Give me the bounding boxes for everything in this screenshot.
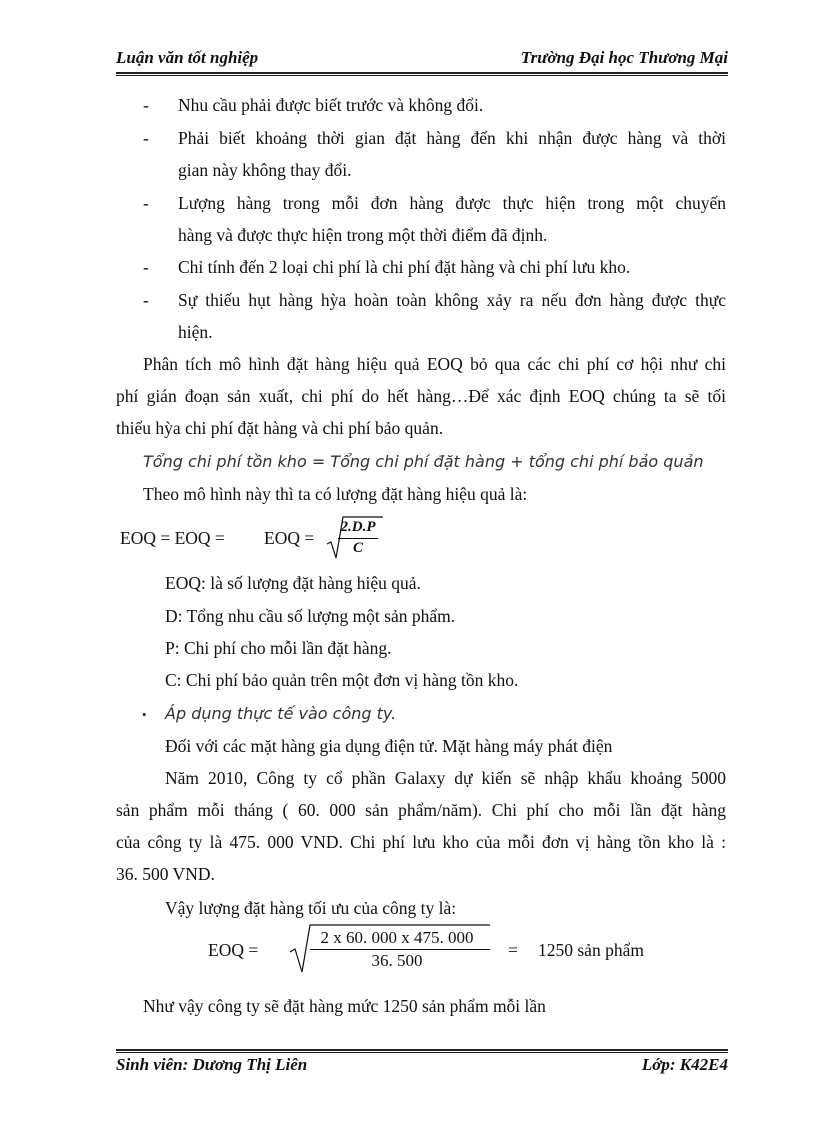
application-paragraph-line: Năm 2010, Công ty cổ phần Galaxy dự kiến sẽ nhập khẩu khoảng 5000 bbox=[165, 768, 726, 788]
analysis-paragraph-line: Phân tích mô hình đặt hàng hiệu quả EOQ bỏ qua các chi phí cơ hội như chi bbox=[143, 354, 726, 374]
definition-p: P: Chi phí cho mỗi lần đặt hàng. bbox=[165, 638, 392, 658]
definition-c: C: Chi phí bảo quản trên một đơn vị hàng tồn kho. bbox=[165, 670, 519, 690]
assumption-line: Nhu cầu phải được biết trước và không đổi. bbox=[178, 95, 484, 115]
eoq-formula-label: EOQ = EOQ = bbox=[120, 528, 225, 548]
assumption-line: hiện. bbox=[178, 322, 213, 342]
analysis-paragraph-line: thiểu hỳa chi phí đặt hàng và chi phí bảo quản. bbox=[116, 418, 444, 438]
header-university: Trường Đại học Thương Mại bbox=[520, 48, 728, 67]
bullet-icon: • bbox=[142, 707, 147, 722]
list-dash: - bbox=[143, 193, 149, 213]
assumption-line: gian này không thay đổi. bbox=[178, 160, 352, 180]
page-header bbox=[116, 48, 728, 70]
page-footer bbox=[116, 1055, 728, 1077]
footer-rule-thin bbox=[116, 1052, 728, 1053]
optimal-denominator: 36. 500 bbox=[371, 951, 423, 970]
assumption-line: Phải biết khoảng thời gian đặt hàng đến khi nhận được hàng và thời bbox=[178, 128, 726, 148]
definition-eoq: EOQ: là số lượng đặt hàng hiệu quả. bbox=[165, 573, 421, 593]
list-dash: - bbox=[143, 95, 149, 115]
assumption-line: Lượng hàng trong mỗi đơn hàng được thực hiện trong một chuyến bbox=[178, 193, 726, 213]
equals-sign: = bbox=[508, 940, 518, 960]
eoq-formula-lhs: EOQ = bbox=[264, 528, 315, 548]
optimal-eoq-lhs: EOQ = bbox=[208, 940, 259, 960]
header-thesis-title: Luận văn tốt nghiệp bbox=[116, 48, 259, 67]
footer-rule-thick bbox=[116, 1049, 728, 1051]
assumption-line: Sự thiếu hụt hàng hỳa hoàn toàn không xảy ra nếu đơn hàng được thực bbox=[178, 290, 726, 310]
analysis-paragraph-line: phí gián đoạn sản xuất, chi phí do hết hàng…Để xác định EOQ chúng ta sẽ tối bbox=[116, 386, 726, 406]
optimal-result: 1250 sản phẩm bbox=[538, 940, 644, 960]
assumption-line: hàng và được thực hiện trong một thời điểm đã định. bbox=[178, 225, 548, 245]
optimal-intro: Vậy lượng đặt hàng tối ưu của công ty là: bbox=[165, 898, 457, 918]
application-paragraph-line: sản phẩm mỗi tháng ( 60. 000 sản phẩm/năm). Chi phí cho mỗi lần đặt hàng bbox=[116, 800, 726, 820]
definition-d: D: Tổng nhu cầu số lượng một sản phẩm. bbox=[165, 606, 456, 626]
list-dash: - bbox=[143, 128, 149, 148]
list-dash: - bbox=[143, 290, 149, 310]
header-rule-thin bbox=[116, 75, 728, 76]
assumption-line: Chỉ tính đến 2 loại chi phí là chi phí đặt hàng và chi phí lưu kho. bbox=[178, 257, 631, 277]
fraction-bar bbox=[338, 538, 378, 539]
eoq-numerator: 2.D.P bbox=[340, 519, 376, 535]
total-cost-formula: Tổng chi phí tồn kho = Tổng chi phí đặt hàng + tổng chi phí bảo quản bbox=[143, 452, 704, 471]
list-dash: - bbox=[143, 257, 149, 277]
conclusion: Như vậy công ty sẽ đặt hàng mức 1250 sản phẩm mỗi lần bbox=[143, 996, 546, 1016]
eoq-denominator: C bbox=[352, 540, 363, 556]
application-paragraph-line: của công ty là 475. 000 VND. Chi phí lưu kho của mỗi đơn vị hàng tồn kho là : bbox=[116, 832, 726, 852]
footer-student: Sinh viên: Dương Thị Liên bbox=[116, 1055, 308, 1074]
application-heading: Áp dụng thực tế vào công ty. bbox=[165, 704, 397, 723]
application-intro: Đối với các mặt hàng gia dụng điện tử. Mặt hàng máy phát điện bbox=[165, 736, 613, 756]
header-rule-thick bbox=[116, 72, 728, 74]
model-intro: Theo mô hình này thì ta có lượng đặt hàng hiệu quả là: bbox=[143, 484, 528, 504]
optimal-numerator: 2 x 60. 000 x 475. 000 bbox=[320, 928, 474, 947]
footer-class: Lớp: K42E4 bbox=[641, 1055, 728, 1074]
fraction-bar bbox=[310, 949, 490, 950]
application-paragraph-line: 36. 500 VND. bbox=[116, 864, 215, 884]
